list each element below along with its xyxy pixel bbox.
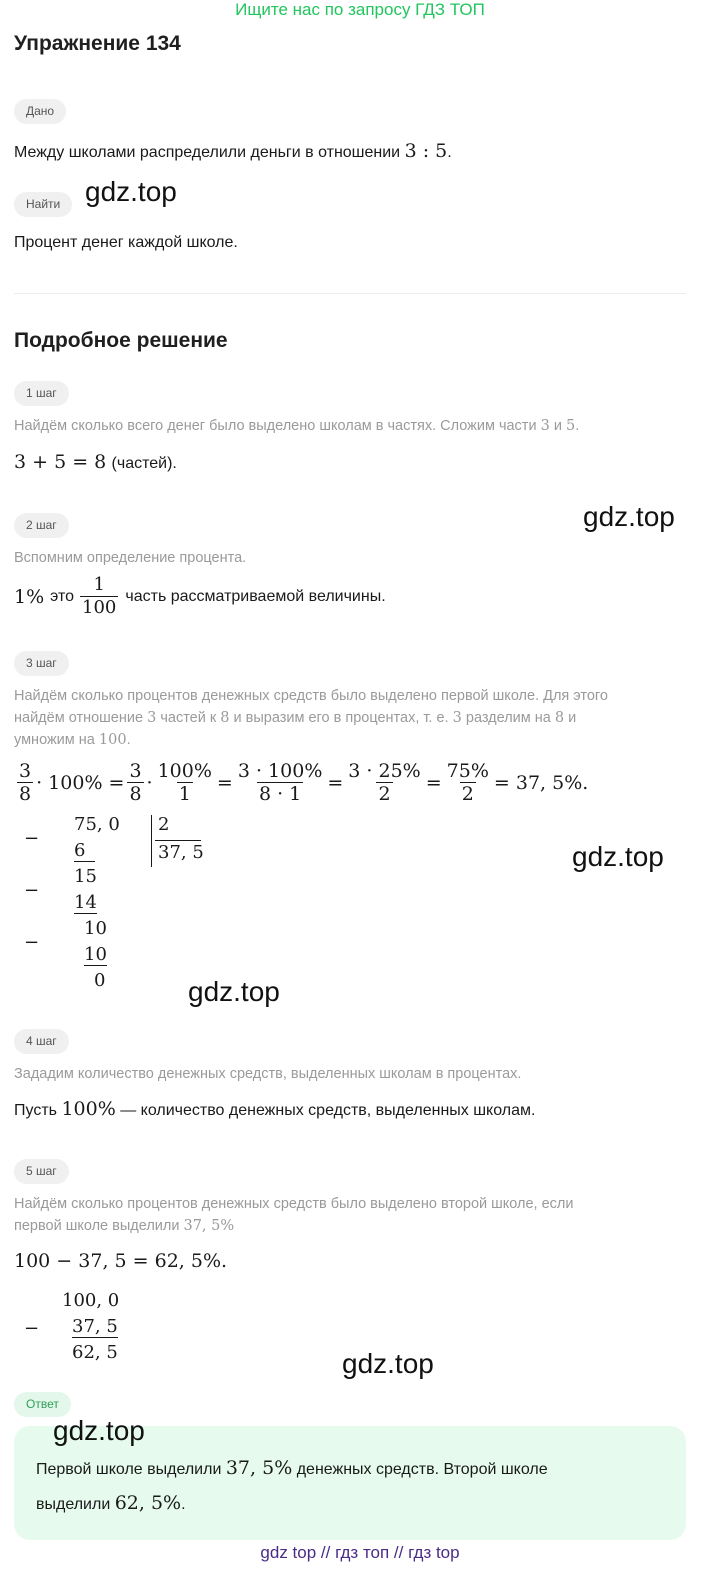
division-minus-2: − — [24, 880, 40, 901]
step-1-hint-n2: 5 — [566, 418, 576, 434]
given-end: . — [447, 144, 452, 161]
fraction-numerator: 3 · 25% — [348, 760, 421, 782]
formula-op: = 37, 5%. — [493, 771, 589, 794]
step-3-formula — [14, 760, 588, 805]
given-ratio: 3 : 5 — [404, 140, 448, 162]
fraction-denominator: 2 — [461, 783, 474, 805]
watermark-5: gdz.top — [342, 1348, 434, 1379]
division-minus-1: − — [24, 828, 40, 849]
step-1-chip: 1 шаг — [14, 381, 69, 406]
formula-op: · — [146, 771, 153, 794]
answer-text: Первой школе выделили — [36, 1461, 222, 1478]
hint-part: частей к — [160, 710, 217, 726]
footer-links[interactable]: gdz top // гдз топ // гдз top — [260, 1543, 460, 1562]
step-5-chip: 5 шаг — [14, 1159, 69, 1184]
step-1-formula — [14, 451, 177, 474]
answer-text: выделили — [36, 1496, 111, 1513]
step-1-hint-and: и — [553, 418, 562, 434]
division-bar — [151, 815, 152, 867]
sub-subtrahend: 37, 5 — [72, 1316, 118, 1337]
step-1-equation: 3 + 5 = 8 — [14, 451, 107, 473]
sub-result: 62, 5 — [72, 1342, 118, 1363]
division-sub-3: 10 — [84, 944, 107, 965]
fraction-denominator: 8 — [19, 783, 32, 805]
step-2-pct: 1% — [14, 585, 45, 608]
answer-chip: Ответ — [14, 1392, 71, 1417]
step-1-hint-n1: 3 — [540, 418, 550, 434]
step-3-hint-line-2 — [14, 707, 576, 729]
division-sub-1: 6 — [74, 840, 95, 862]
fraction-5 — [346, 760, 422, 805]
fraction-numerator: 3 — [19, 760, 32, 782]
answer-value-1: 37, 5% — [225, 1457, 293, 1479]
formula-op: = — [216, 771, 233, 794]
step-2-formula — [14, 574, 386, 619]
step-1-hint — [14, 415, 579, 437]
step-2-hint: Вспомним определение процента. — [14, 550, 247, 566]
fraction-numerator: 100% — [157, 760, 212, 782]
find-text: Процент денег каждой школе. — [14, 234, 238, 251]
fraction-denominator: 100 — [82, 597, 117, 618]
step-3-hint-line-1: Найдём сколько процентов денежных средств было выделено первой школе. Для этого — [14, 688, 608, 704]
step-4-pct: 100% — [61, 1098, 116, 1120]
fraction-denominator: 8 — [129, 783, 142, 805]
step-2-tail: часть рассматриваемой величины. — [125, 587, 386, 605]
divider — [14, 293, 686, 294]
step-1-hint-text: Найдём сколько всего денег было выделено школам в частях. Сложим части — [14, 418, 537, 434]
watermark-2: gdz.top — [583, 501, 675, 532]
hint-part: и — [568, 710, 577, 726]
fraction-denominator: 2 — [378, 783, 391, 805]
watermark-1: gdz.top — [85, 176, 177, 207]
division-minus-3: − — [24, 932, 40, 953]
answer-text: денежных средств. Второй школе — [296, 1461, 548, 1478]
answer-value-2: 62, 5% — [114, 1492, 182, 1514]
division-rem-1: 15 — [74, 866, 97, 887]
hint-part: найдём отношение — [14, 710, 144, 726]
fraction-denominator: 8 · 1 — [258, 783, 302, 805]
answer-line-1 — [36, 1457, 548, 1479]
fraction-denominator: 1 — [178, 783, 191, 805]
division-rem-3: 0 — [94, 970, 106, 991]
given-chip: Дано — [14, 99, 66, 124]
step-4-text — [14, 1098, 535, 1120]
hint-number: 8 — [554, 710, 565, 726]
fraction-numerator: 3 · 100% — [237, 760, 323, 782]
answer-line-2 — [36, 1492, 186, 1514]
fraction-4 — [236, 760, 325, 805]
step-4-chip: 4 шаг — [14, 1029, 69, 1054]
formula-op: = — [425, 771, 442, 794]
step-3-chip: 3 шаг — [14, 651, 69, 676]
given-text — [14, 140, 452, 162]
step-5-formula: 100 − 37, 5 = 62, 5%. — [14, 1250, 228, 1272]
step-2-word: это — [50, 587, 75, 605]
hint-part: . — [126, 732, 131, 748]
watermark-4: gdz.top — [188, 976, 280, 1007]
division-rem-2: 10 — [84, 918, 107, 939]
division-dividend: 75, 0 — [74, 814, 120, 835]
solution-title: Подробное решение — [14, 329, 228, 352]
step-4-text-a: Пусть — [14, 1102, 57, 1119]
step-1-hint-end: . — [575, 418, 580, 434]
given-label: Между школами распределили деньги в отношении — [14, 144, 401, 161]
fraction-numerator: 3 — [129, 760, 142, 782]
watermark-6: gdz.top — [53, 1415, 145, 1446]
fraction-2 — [127, 760, 143, 805]
step-3-hint-line-3 — [14, 729, 131, 751]
fraction-1 — [17, 760, 33, 805]
fraction-numerator: 75% — [446, 760, 489, 782]
top-banner: Ищите нас по запросу ГДЗ ТОП — [235, 0, 485, 19]
step-5-hint-line-2 — [14, 1215, 234, 1237]
watermark-3: gdz.top — [572, 841, 664, 872]
division-sub-2: 14 — [74, 892, 97, 913]
step-5-hint-line-1: Найдём сколько процентов денежных средств было выделено второй школе, если — [14, 1196, 574, 1212]
page-title: Упражнение 134 — [14, 32, 181, 55]
step-2-fraction — [80, 574, 118, 619]
hint-number: 100 — [98, 732, 127, 748]
step-4-hint: Зададим количество денежных средств, выделенных школам в процентах. — [14, 1066, 522, 1082]
sub-minus: − — [24, 1318, 40, 1339]
fraction-6 — [445, 760, 491, 805]
hint-part: умножим на — [14, 732, 95, 748]
answer-text: . — [181, 1496, 186, 1513]
sub-minuend: 100, 0 — [62, 1290, 120, 1311]
step-4-text-b: — количество денежных средств, выделенных школам. — [120, 1102, 536, 1119]
hint-part: первой школе выделили — [14, 1218, 180, 1234]
step-1-tail: (частей). — [111, 455, 177, 472]
fraction-numerator: 1 — [93, 574, 105, 595]
hint-number: 3 — [147, 710, 157, 726]
fraction-3 — [156, 760, 214, 805]
hint-number: 8 — [220, 710, 230, 726]
formula-op: · 100% = — [36, 771, 125, 794]
hint-number: 37, 5% — [183, 1218, 235, 1234]
hint-part: и выразим его в процентах, т. е. — [233, 710, 449, 726]
hint-part: разделим на — [465, 710, 551, 726]
find-chip: Найти — [14, 192, 72, 217]
formula-op: = — [327, 771, 344, 794]
hint-number: 3 — [452, 710, 462, 726]
division-divisor: 2 — [158, 814, 170, 835]
step-2-chip: 2 шаг — [14, 513, 69, 538]
division-quotient: 37, 5 — [158, 842, 204, 863]
